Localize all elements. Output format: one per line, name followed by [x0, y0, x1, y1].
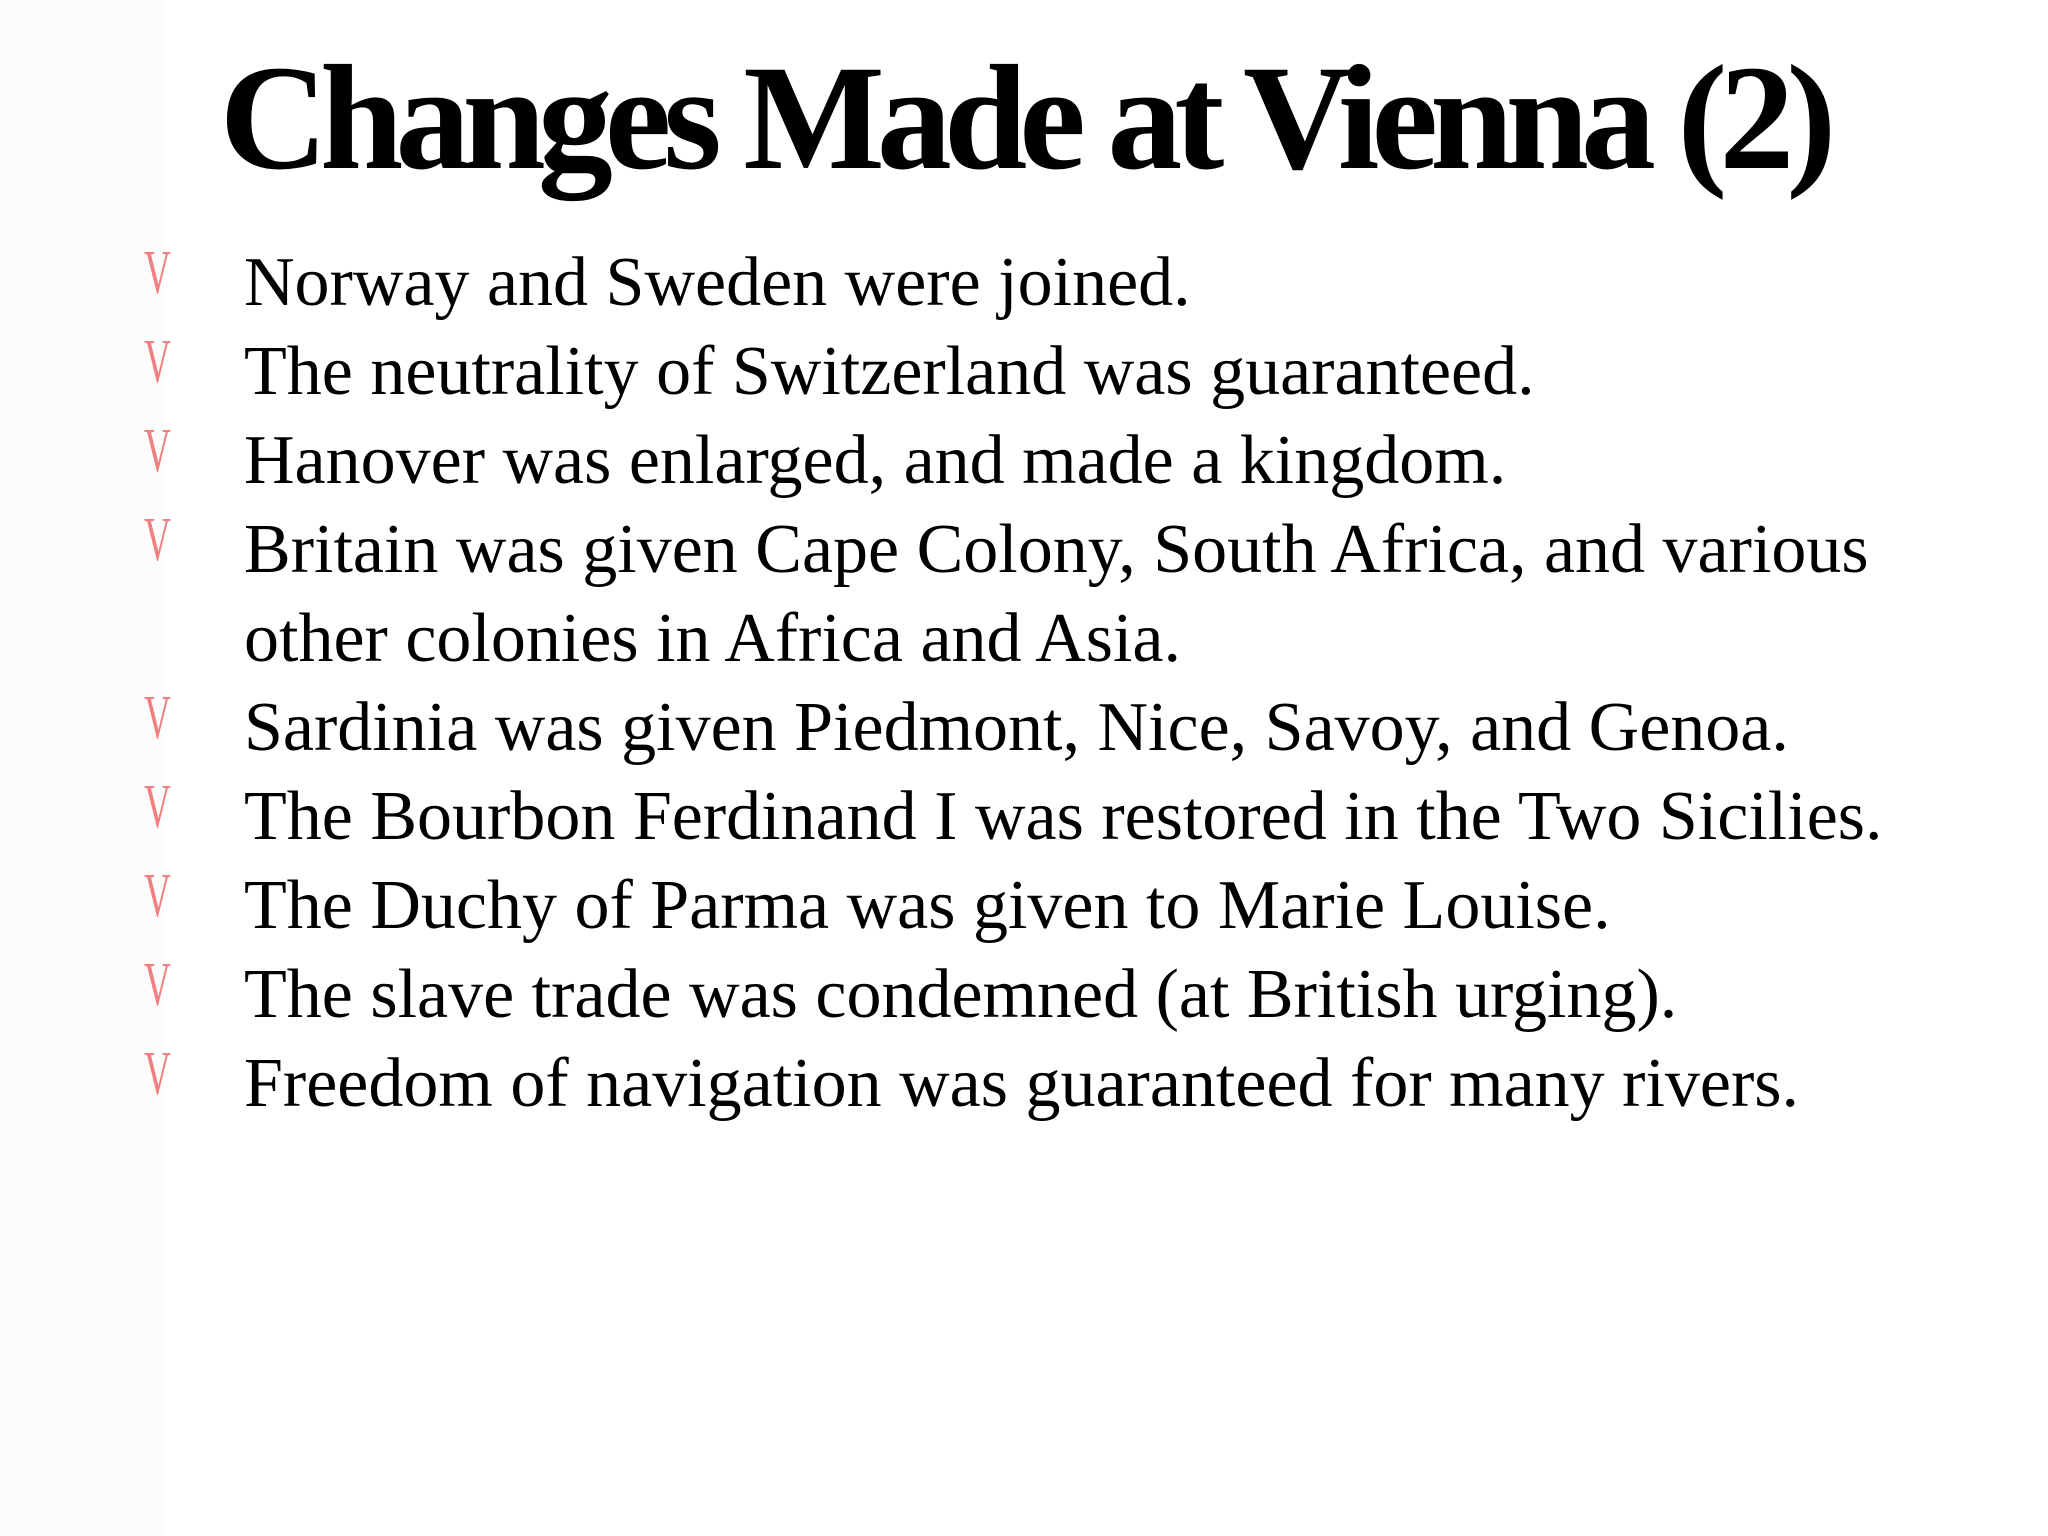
bullet-marker-icon: V: [144, 328, 171, 396]
bullet-text: The Bourbon Ferdinand I was restored in the Two Sicilies.: [244, 778, 1883, 855]
bullet-marker-icon: V: [144, 951, 171, 1019]
bullet-text: Sardinia was given Piedmont, Nice, Savoy, and Genoa.: [244, 689, 1789, 766]
bullet-marker-icon: V: [144, 1040, 171, 1108]
bullet-marker-icon: V: [144, 417, 171, 485]
bullet-text: The slave trade was condemned (at British urging).: [244, 956, 1678, 1033]
bullet-item: [0, 683, 2048, 772]
bullet-text: Norway and Sweden were joined.: [244, 244, 1191, 321]
bullet-text: Freedom of navigation was guaranteed for many rivers.: [244, 1045, 1800, 1122]
bullet-text: The neutrality of Switzerland was guaranteed.: [244, 333, 1535, 410]
bullet-text: The Duchy of Parma was given to Marie Louise.: [244, 867, 1611, 944]
slide-title: Changes Made at Vienna (2): [219, 35, 1829, 201]
bullet-item: [0, 772, 2048, 861]
bullet-marker-icon: V: [144, 862, 171, 930]
bullet-item: [0, 950, 2048, 1039]
bullet-item: [0, 327, 2048, 416]
bullet-item: [0, 1039, 2048, 1128]
bullet-marker-icon: V: [144, 239, 171, 307]
bullet-marker-icon: V: [144, 773, 171, 841]
bullet-text: Britain was given Cape Colony, South Africa, and various other colonies in Africa and Asia.: [244, 511, 1869, 677]
bullet-item: [0, 861, 2048, 950]
bullet-item: [0, 505, 2048, 683]
bullet-item: [0, 238, 2048, 327]
bullet-text: Hanover was enlarged, and made a kingdom.: [244, 422, 1507, 499]
bullet-item: [0, 416, 2048, 505]
bullet-marker-icon: V: [144, 506, 171, 574]
bullet-list: [0, 238, 2048, 1128]
bullet-marker-icon: V: [144, 684, 171, 752]
